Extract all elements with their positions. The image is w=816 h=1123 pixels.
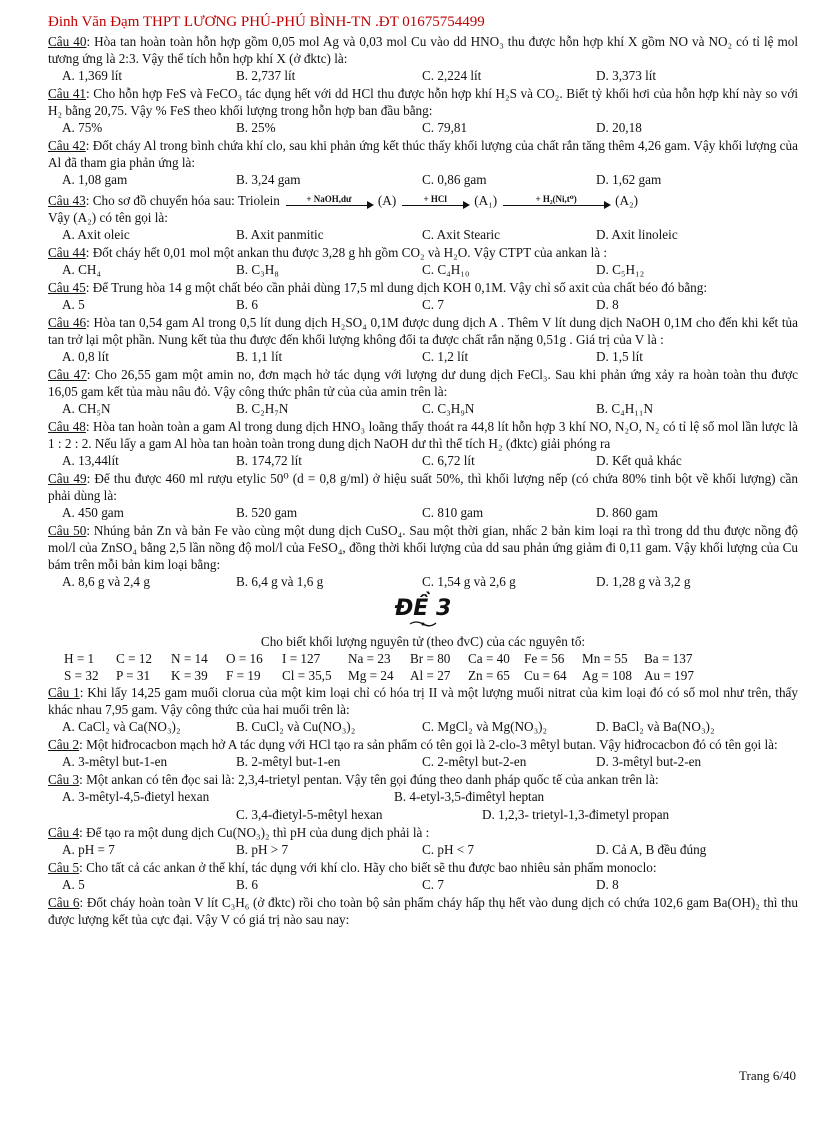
question-number: Câu 3 (48, 772, 80, 787)
question-text: : Đốt cháy Al trong bình chứa khí clo, sau khi phản ứng kết thúc thấy khối lượng của chất rắn tăng thêm 4,26 gam. Vậy khối lượng của Al đã tham gia phản ứng là: (48, 138, 798, 170)
arrow-label: + NaOH,dư (306, 194, 352, 204)
question-d3-5 (48, 859, 798, 876)
question-number: Câu 4 (48, 825, 80, 840)
question-43 (48, 192, 798, 209)
question-45 (48, 279, 798, 296)
option-d: D. 20,18 (596, 120, 642, 135)
arrow-label: + H₂(Ni,t⁰) (535, 194, 577, 204)
option-d: B. C₄H₁₁N (596, 401, 654, 416)
option-d: D. 1,62 gam (596, 172, 662, 187)
option-c: C. 7 (422, 297, 444, 312)
reaction-arrow (503, 195, 609, 206)
option-a: A. 8,6 g và 2,4 g (62, 574, 150, 589)
option-d: D. 8 (596, 297, 619, 312)
option-b: B. 3,24 gam (236, 172, 301, 187)
question-text: : Hòa tan 0,54 gam Al trong 0,5 lít dung dịch H₂SO₄ 0,1M được dung dịch A . Thêm V lít dung dịch NaOH 0,1M cho đến khi kết tủa tan trở lại một phần. Nung kết tủa thu được đến khối lượng không đổi ta được chất rắn nặng 0,51g . Giá trị của V là : (48, 315, 799, 347)
question-40 (48, 33, 798, 67)
question-number: Câu 6 (48, 895, 80, 910)
question-text: : Khi lấy 14,25 gam muối clorua của một kim loại chỉ có hóa trị II và một lượng muối nitrat của kim loại đó có số mol như trên, thấy khác nhau 7,95 gam. Vậy công thức của hai muối trên là: (48, 685, 798, 717)
option-c: C. 6,72 lít (422, 453, 475, 468)
atomic-mass-row-1 (48, 650, 798, 667)
option-a: A. 0,8 lít (62, 349, 109, 364)
option-b: B. 1,1 lít (236, 349, 283, 364)
question-text: : Đốt cháy hoàn toàn V lít C₃H₆ (ở đktc) rồi cho toàn bộ sản phẩm cháy hấp thụ hết vào dung dịch có chứa 102,6 gam Ba(OH)₂ thì thu được lượng kết tủa cực đại. Vậy V có giá trị nào sau nay: (48, 895, 798, 927)
question-number: Câu 41 (48, 86, 87, 101)
atomic-mass: Ca = 40 (468, 651, 510, 666)
question-44 (48, 244, 798, 261)
answer-options (48, 718, 798, 735)
atomic-mass-title: Cho biết khối lượng nguyên tử (theo đvC) của các nguyên tố: (260, 634, 586, 649)
option-c: C. 7 (422, 877, 444, 892)
question-d3-1 (48, 684, 798, 718)
question-46 (48, 314, 798, 348)
option-b: B. 4-etyl-3,5-đimêtyl heptan (394, 789, 545, 804)
question-number: Câu 46 (48, 315, 87, 330)
option-b: B. 2,737 lít (236, 68, 296, 83)
atomic-mass: H = 1 (64, 651, 95, 666)
option-a: A. CaCl₂ và Ca(NO₃)₂ (62, 719, 181, 734)
option-a: A. Axit oleic (62, 227, 130, 242)
atomic-mass: Ba = 137 (644, 651, 693, 666)
option-b: B. 6 (236, 877, 258, 892)
question-number: Câu 45 (48, 280, 86, 295)
answer-options (48, 226, 798, 243)
option-a: A. 1,08 gam (62, 172, 128, 187)
question-d3-2 (48, 736, 798, 753)
question-number: Câu 40 (48, 34, 87, 49)
option-c: C. C₄H₁₀ (422, 262, 470, 277)
question-text: : Cho 26,55 gam một amin no, đơn mạch hở tác dụng với lượng dư dung dịch FeCl₃. Sau khi phản ứng xảy ra hoàn toàn thu được 16,05 gam kết tủa màu nâu đỏ. Vậy công thức phân tử của của amin trên là: (48, 367, 799, 399)
option-d: D. 1,5 lít (596, 349, 643, 364)
option-b: B. 6,4 g và 1,6 g (236, 574, 324, 589)
answer-options (48, 261, 798, 278)
atomic-mass: C = 12 (116, 651, 153, 666)
atomic-mass: Br = 80 (410, 651, 451, 666)
atomic-mass: Mn = 55 (582, 651, 628, 666)
question-number: Câu 47 (48, 367, 87, 382)
question-number: Câu 42 (48, 138, 86, 153)
option-b: B. C₂H₇N (236, 401, 289, 416)
option-c: C. pH < 7 (422, 842, 475, 857)
option-b: B. CuCl₂ và Cu(NO₃)₂ (236, 719, 356, 734)
option-d: D. 3-mêtyl but-2-en (596, 754, 702, 769)
answer-options (48, 400, 798, 417)
atomic-mass: F = 19 (226, 668, 261, 683)
option-c: C. 3,4-đietyl-5-mêtyl hexan (236, 807, 383, 822)
option-c: C. 0,86 gam (422, 172, 487, 187)
question-text: : Đốt cháy hết 0,01 mol một ankan thu được 3,28 g hh gồm CO₂ và H₂O. Vậy CTPT của ankan là : (85, 245, 608, 260)
atomic-mass: S = 32 (64, 668, 99, 683)
question-text: : Cho tất cả các ankan ở thể khí, tác dụng với khí clo. Hãy cho biết sẽ thu được bao nhiêu sản phẩm monoclo: (79, 860, 657, 875)
atomic-mass: Zn = 65 (468, 668, 510, 683)
product-a2: (A₂) (615, 193, 639, 208)
question-text: : Nhúng bản Zn và bản Fe vào cùng một dung dịch CuSO₄. Sau một thời gian, nhấc 2 bản kim loại ra thì trong dd thu được nồng độ mol/l của ZnSO₄ bằng 2,5 lần nồng độ mol/l của FeSO₄, đồng thời khối lượng của dd sau phản ứng giảm đi 0,11 gam. Vậy khối lượng của Cu bám trên mỗi bản kim loại bằng: (48, 523, 798, 572)
question-42 (48, 137, 798, 171)
atomic-mass: Fe = 56 (524, 651, 565, 666)
question-number: Câu 43 (48, 193, 86, 208)
question-number: Câu 48 (48, 419, 86, 434)
question-50 (48, 522, 798, 573)
option-a: A. CH₄ (62, 262, 102, 277)
option-d: D. 860 gam (596, 505, 658, 520)
arrow-label: + HCl (423, 194, 447, 204)
atomic-mass: N = 14 (171, 651, 208, 666)
reaction-arrow (402, 195, 468, 206)
option-d: D. 3,373 lít (596, 68, 657, 83)
option-b: B. 6 (236, 297, 258, 312)
option-b: B. 2-mêtyl but-1-en (236, 754, 341, 769)
option-d: D. 1,28 g và 3,2 g (596, 574, 691, 589)
question-number: Câu 5 (48, 860, 80, 875)
atomic-mass: Mg = 24 (348, 668, 394, 683)
question-41 (48, 85, 798, 119)
option-c: C. 79,81 (422, 120, 468, 135)
question-text-line2: Vậy (A₂) có tên gọi là: (48, 210, 168, 225)
option-a: A. pH = 7 (62, 842, 115, 857)
option-c: C. 1,54 g và 2,6 g (422, 574, 516, 589)
question-text: : Một ankan có tên đọc sai là: 2,3,4-trietyl pentan. Vậy tên gọi đúng theo danh pháp quốc tế của ankan trên là: (79, 772, 659, 787)
option-d: D. Cả A, B đều đúng (596, 842, 707, 857)
answer-options (48, 788, 798, 805)
atomic-mass: Cl = 35,5 (282, 668, 332, 683)
option-c: C. 810 gam (422, 505, 484, 520)
option-b: B. pH > 7 (236, 842, 289, 857)
option-d: D. BaCl₂ và Ba(NO₃)₂ (596, 719, 715, 734)
atomic-mass: Au = 197 (644, 668, 694, 683)
answer-options (48, 876, 798, 893)
product-a1: (A₁) (474, 193, 498, 208)
option-c: C. MgCl₂ và Mg(NO₃)₂ (422, 719, 548, 734)
answer-options (48, 296, 798, 313)
question-text: : Cho sơ đồ chuyển hóa sau: Triolein (85, 193, 280, 208)
question-text: : Để tạo ra một dung dịch Cu(NO₃)₂ thì pH của dung dịch phải là : (79, 825, 430, 840)
answer-options (48, 806, 798, 823)
option-a: A. 75% (62, 120, 103, 135)
question-49 (48, 470, 798, 504)
option-b: B. 25% (236, 120, 276, 135)
option-d: D. Axit linoleic (596, 227, 678, 242)
answer-options (48, 67, 798, 84)
option-b: B. 174,72 lít (236, 453, 302, 468)
question-d3-3 (48, 771, 798, 788)
question-d3-6 (48, 894, 798, 928)
page-number: Trang 6/40 (739, 1068, 796, 1083)
question-number: Câu 49 (48, 471, 87, 486)
option-b: B. 520 gam (236, 505, 298, 520)
document-page (48, 14, 798, 928)
question-number: Câu 2 (48, 737, 80, 752)
question-text: : Một hiđrocacbon mạch hở A tác dụng với HCl tạo ra sản phẩm có tên gọi là 2-clo-3 mêtyl butan. Vậy hiđrocacbon đó có tên gọi là: (79, 737, 778, 752)
option-c: C. 1,2 lít (422, 349, 469, 364)
answer-options (48, 504, 798, 521)
answer-options (48, 171, 798, 188)
option-d: D. C₅H₁₂ (596, 262, 645, 277)
answer-options (48, 119, 798, 136)
question-text: : Hòa tan hoàn toàn hỗn hợp gồm 0,05 mol Ag và 0,03 mol Cu vào dd HNO₃ thu được hỗn hợp khí X gồm NO và NO₂ có tỉ lệ mol tương ứng là 2:3. Vậy thể tích hỗn hợp khí X (ở đktc) là: (48, 34, 798, 66)
question-text: : Để thu được 460 ml rượu etylic 50⁰ (d = 0,8 g/ml) ở hiệu suất 50%, thì khối lượng nếp (có chứa 80% tinh bột về khối lượng) cần phải dùng là: (48, 471, 798, 503)
page-header: Đinh Văn Đạm THPT LƯƠNG PHÚ-PHÚ BÌNH-TN .ĐT 01675754499 (48, 14, 485, 30)
option-a: A. 450 gam (62, 505, 124, 520)
question-text: : Cho hỗn hợp FeS và FeCO₃ tác dụng hết với dd HCl thu được hỗn hợp khí H₂S và CO₂. Biết tỷ khối hơi của hỗn hợp khí này so với H₂ bằng 20,75. Vậy % FeS theo khối lượng trong hỗn hợp ban đầu bằng: (48, 86, 798, 118)
option-b: B. C₃H₈ (236, 262, 279, 277)
option-a: A. 5 (62, 297, 85, 312)
ornament-divider (48, 620, 798, 629)
option-a: A. 5 (62, 877, 85, 892)
product-a: (A) (377, 193, 397, 208)
question-text: : Để Trung hòa 14 g một chất béo cần phải dùng 17,5 ml dung dịch KOH 0,1M. Vậy chỉ số axit của chất béo đó bằng: (85, 280, 708, 295)
answer-options (48, 348, 798, 365)
option-a: A. 1,369 lít (62, 68, 123, 83)
option-a: A. 13,44lít (62, 453, 119, 468)
question-number: Câu 50 (48, 523, 87, 538)
option-c: C. C₃H₉N (422, 401, 475, 416)
option-a: A. 3-mêtyl-4,5-đietyl hexan (62, 789, 210, 804)
atomic-mass-row-2 (48, 667, 798, 684)
option-c: C. 2,224 lít (422, 68, 482, 83)
atomic-mass: Cu = 64 (524, 668, 567, 683)
atomic-mass: P = 31 (116, 668, 151, 683)
atomic-mass: Na = 23 (348, 651, 391, 666)
question-48 (48, 418, 798, 452)
atomic-mass: Al = 27 (410, 668, 451, 683)
reaction-arrow (286, 195, 372, 206)
question-text: : Hòa tan hoàn toàn a gam Al trong dung dịch HNO₃ loãng thấy thoát ra 44,8 lít hỗn hợp 3 khí NO, N₂O, N₂ có tỉ lệ số mol lần lược là 1 : 2 : 2. Nếu lấy a gam Al hòa tan hoàn toàn trong dung dịch NaOH dư thì thể tích H₂ (đktc) giải phóng ra (48, 419, 798, 451)
question-number: Câu 1 (48, 685, 80, 700)
atomic-mass: O = 16 (226, 651, 263, 666)
atomic-mass: K = 39 (171, 668, 208, 683)
option-d: D. 8 (596, 877, 619, 892)
exam-section-title: ĐỀ 3 (394, 596, 452, 621)
option-c: C. Axit Stearic (422, 227, 501, 242)
option-d: D. 1,2,3- trietyl-1,3-đimetyl propan (482, 807, 670, 822)
answer-options (48, 753, 798, 770)
question-47 (48, 366, 798, 400)
option-a: A. 3-mêtyl but-1-en (62, 754, 168, 769)
question-number: Câu 44 (48, 245, 86, 260)
atomic-mass: I = 127 (282, 651, 321, 666)
answer-options (48, 452, 798, 469)
option-c: C. 2-mêtyl but-2-en (422, 754, 527, 769)
option-d: D. Kết quả khác (596, 453, 682, 468)
option-b: B. Axit panmitic (236, 227, 324, 242)
question-d3-4 (48, 824, 798, 841)
answer-options (48, 573, 798, 590)
answer-options (48, 841, 798, 858)
atomic-mass: Ag = 108 (582, 668, 632, 683)
option-a: A. CH₅N (62, 401, 111, 416)
